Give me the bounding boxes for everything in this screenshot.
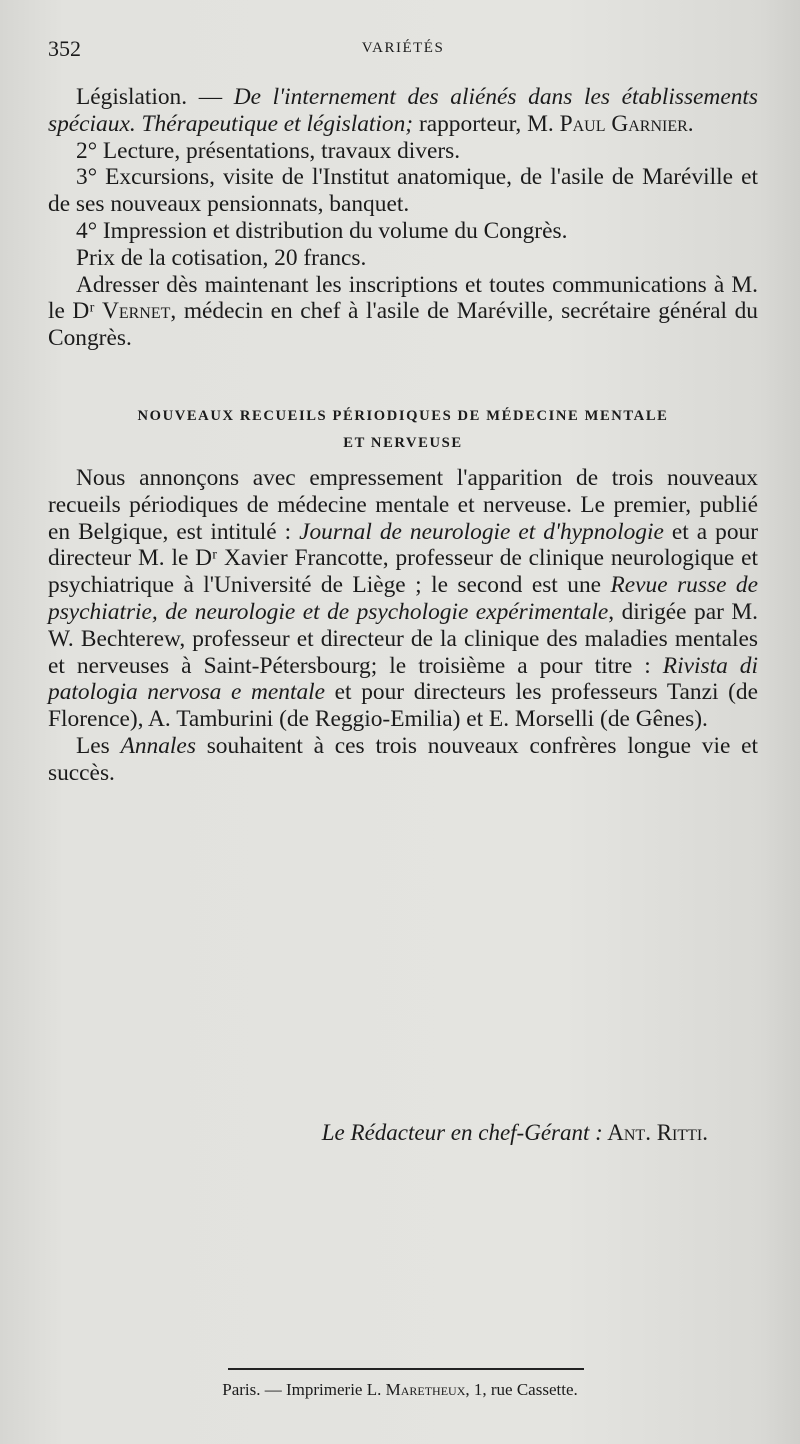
journal-title-3: Rivista di patologia nervosa e mentale bbox=[48, 652, 758, 706]
signature-role: Le Rédacteur en chef-Gérant : bbox=[321, 1120, 603, 1145]
address-paragraph bbox=[48, 272, 758, 352]
legislation-title: De l'internement des aliénés dans les établissements spéciaux. Thérapeutique et législation; bbox=[48, 84, 759, 137]
section-heading bbox=[48, 403, 758, 457]
announcement-part-c: , dirigée par M. W. Bechterew, professeur et directeur de la clinique des maladies mentales et nerveuses à Saint-Pétersbourg; le troisième a pour titre : bbox=[48, 598, 758, 679]
printer-name: Maretheux bbox=[385, 1380, 466, 1399]
announcement-part-d: et pour directeurs les professeurs Tanzi (de Florence), A. Tamburini (de Reggio-Emilia) et E. Morselli (de Gênes). bbox=[48, 679, 758, 733]
page-body bbox=[48, 84, 758, 787]
address-start: Adresser dès maintenant les inscriptions et toutes communications à M. le Dʳ bbox=[48, 271, 758, 325]
program-item-2: 2° Lecture, présentations, travaux divers. bbox=[76, 137, 461, 164]
wishes-paragraph bbox=[48, 733, 758, 787]
section-heading-line2: ET NERVEUSE bbox=[343, 434, 463, 451]
announcement-part-a: Nous annonçons avec empressement l'apparition de trois nouveaux recueils périodiques de médecine mentale et nerveuse. Le premier, publié en Belgique, est intitulé : bbox=[48, 464, 758, 545]
journal-title-1: Journal de neurologie et d'hypnologie bbox=[299, 518, 664, 545]
legislation-label: Législation. — bbox=[76, 84, 234, 110]
footer-rule bbox=[228, 1368, 584, 1370]
journal-title-2: Revue russe de psychiatrie, de neurologie et de psychologie expérimentale bbox=[48, 572, 758, 625]
page-number: 352 bbox=[48, 36, 81, 61]
imprint-part-b: , 1, rue Cassette. bbox=[465, 1380, 578, 1399]
program-item-3: 3° Excursions, visite de l'Institut anatomique, de l'asile de Maréville et de ses nouveaux pensionnats, banquet. bbox=[48, 164, 758, 218]
signature-name: Ant. Ritti. bbox=[602, 1120, 708, 1145]
secretary-name: Vernet bbox=[101, 298, 171, 325]
imprint-part-a: Paris. — Imprimerie L. bbox=[222, 1380, 386, 1399]
fee-paragraph: Prix de la cotisation, 20 francs. bbox=[76, 244, 367, 271]
reporter-name: Paul Garnier bbox=[559, 110, 688, 137]
running-title: VARIÉTÉS bbox=[361, 40, 445, 56]
address-end: , médecin en chef à l'asile de Maréville, secrétaire général du Congrès. bbox=[48, 298, 758, 352]
annales-title: Annales bbox=[120, 732, 196, 759]
announcement-paragraph bbox=[48, 465, 758, 733]
wishes-part-a: Les bbox=[76, 732, 121, 759]
editor-signature bbox=[48, 1120, 708, 1146]
printer-imprint bbox=[0, 1380, 800, 1400]
section-heading-line1: NOUVEAUX RECUEILS PÉRIODIQUES DE MÉDECINE MENTALE bbox=[137, 407, 669, 424]
program-item-4: 4° Impression et distribution du volume du Congrès. bbox=[76, 217, 568, 244]
legislation-end: . bbox=[687, 110, 694, 137]
announcement-part-b: et a pour directeur M. le Dʳ Xavier Francotte, professeur de clinique neurologique et psychiatrique à l'Université de Liège ; le second est une bbox=[48, 518, 759, 599]
legislation-paragraph bbox=[48, 84, 758, 138]
legislation-reporter: rapporteur, M. bbox=[413, 110, 560, 137]
running-header bbox=[48, 36, 758, 66]
wishes-part-b: souhaitent à ces trois nouveaux confrères longue vie et succès. bbox=[48, 732, 758, 786]
